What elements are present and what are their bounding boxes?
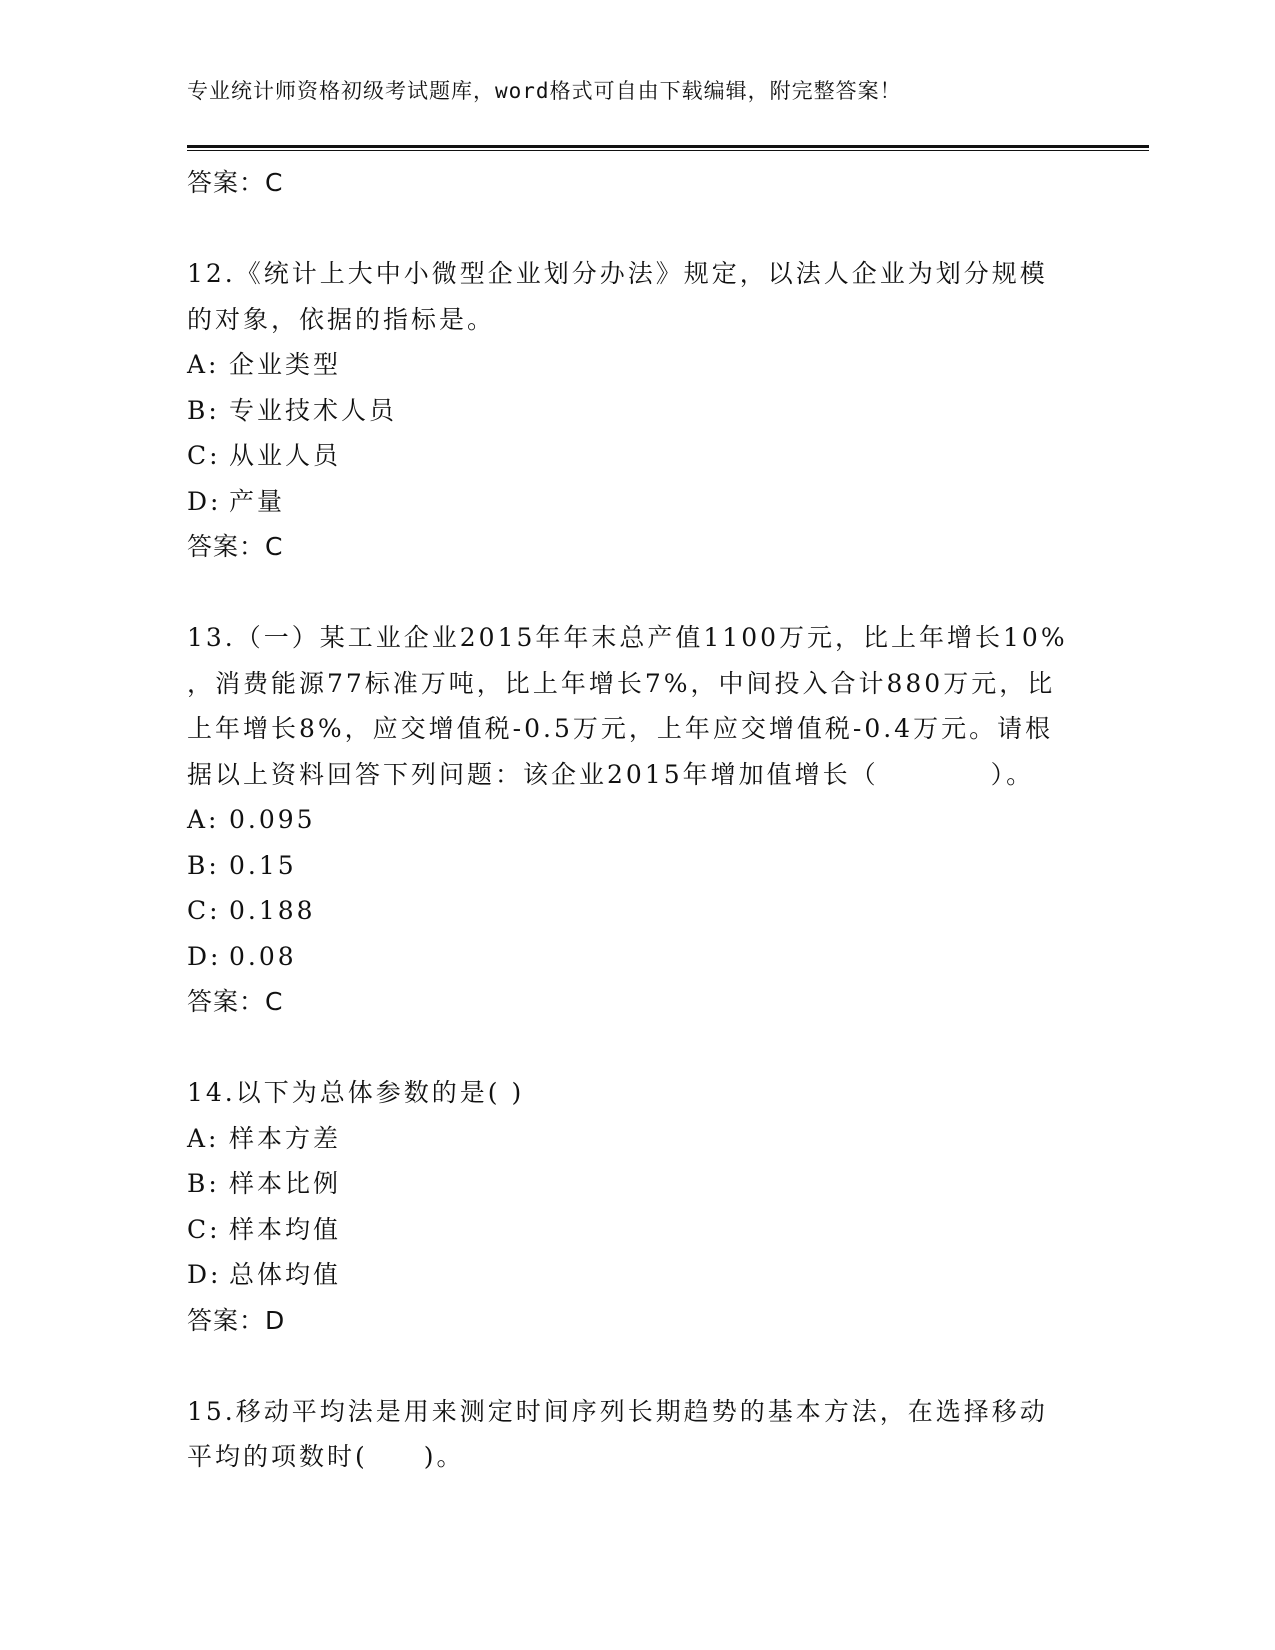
- option-label: B:: [187, 1169, 220, 1198]
- option-text: 样本均值: [229, 1214, 342, 1244]
- option-text: 从业人员: [229, 441, 342, 470]
- option-label: D:: [187, 941, 222, 971]
- option-c: [187, 1207, 1087, 1253]
- option-label: D:: [187, 1260, 222, 1289]
- document-content: [187, 160, 1087, 1480]
- question-text-line: 的对象，依据的指标是。: [187, 304, 496, 334]
- question-12: [187, 251, 1087, 570]
- option-b: [187, 388, 1087, 434]
- question-text-line: 据以上资料回答下列问题：该企业2015年增加值增长（ ）。: [187, 759, 1035, 789]
- header-rule-thin: [187, 150, 1149, 151]
- option-text: 0.188: [229, 896, 316, 925]
- question-13: [187, 615, 1087, 1025]
- question-text-line: ，消费能源77标准万吨，比上年增长7%，中间投入合计880万元，比: [187, 668, 1056, 698]
- option-b: [187, 1161, 1087, 1207]
- option-text: 样本方差: [229, 1123, 342, 1153]
- option-text: 产量: [229, 486, 286, 516]
- question-text-line: 14.以下为总体参数的是( ): [187, 1078, 525, 1107]
- answer-line: 答案：C: [187, 532, 284, 561]
- option-label: B:: [187, 850, 220, 880]
- option-a: [187, 797, 1087, 843]
- option-text: 企业类型: [229, 350, 342, 379]
- spacer: [187, 570, 1087, 616]
- question-text-line: 13.（一）某工业企业2015年年末总产值1100万元，比上年增长10%: [187, 623, 1068, 652]
- answer-line: 答案：C: [187, 987, 284, 1016]
- previous-answer: 答案：C: [187, 168, 284, 197]
- page-header: 专业统计师资格初级考试题库，word格式可自由下载编辑，附完整答案！: [187, 79, 902, 103]
- spacer: [187, 206, 1087, 252]
- option-label: A:: [187, 805, 220, 834]
- header-rule-thick: [187, 145, 1149, 148]
- option-d: [187, 934, 1087, 980]
- option-a: [187, 342, 1087, 388]
- option-text: 总体均值: [229, 1260, 342, 1289]
- spacer: [187, 1025, 1087, 1071]
- answer-line: 答案：D: [187, 1305, 286, 1335]
- option-a: [187, 1116, 1087, 1162]
- option-text: 0.08: [229, 941, 297, 971]
- question-text-line: 上年增长8%，应交增值税-0.5万元，上年应交增值税-0.4万元。请根: [187, 714, 1054, 743]
- question-text-line: 平均的项数时( )。: [187, 1442, 465, 1471]
- option-text: 样本比例: [229, 1169, 342, 1198]
- option-c: [187, 433, 1087, 479]
- option-label: C:: [187, 441, 221, 470]
- option-d: [187, 479, 1087, 525]
- option-label: B:: [187, 395, 220, 425]
- question-15: [187, 1389, 1087, 1480]
- option-d: [187, 1252, 1087, 1298]
- spacer: [187, 1343, 1087, 1389]
- question-text-line: 15.移动平均法是用来测定时间序列长期趋势的基本方法，在选择移动: [187, 1396, 1048, 1426]
- option-label: D:: [187, 486, 222, 516]
- option-label: C:: [187, 896, 221, 925]
- option-text: 0.095: [229, 805, 316, 834]
- question-text-line: 12.《统计上大中小微型企业划分办法》规定，以法人企业为划分规模: [187, 259, 1048, 288]
- option-c: [187, 888, 1087, 934]
- option-b: [187, 843, 1087, 889]
- question-14: [187, 1070, 1087, 1343]
- option-label: C:: [187, 1214, 221, 1244]
- option-text: 专业技术人员: [229, 395, 398, 425]
- option-text: 0.15: [229, 850, 297, 880]
- option-label: A:: [187, 1123, 220, 1153]
- option-label: A:: [187, 350, 220, 379]
